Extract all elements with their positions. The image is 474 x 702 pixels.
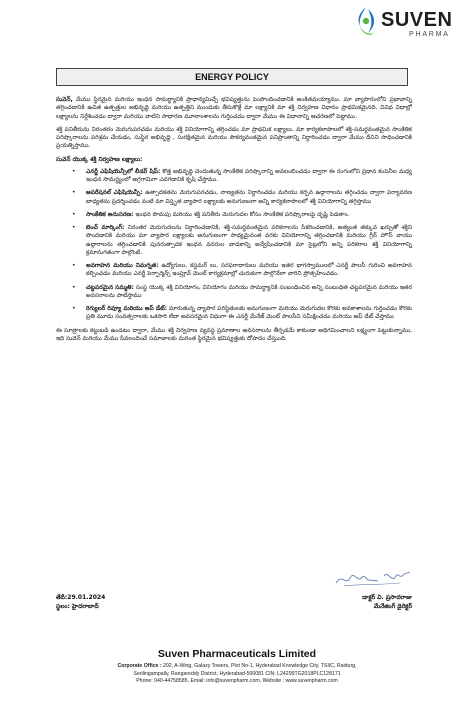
intro-paragraph-1-text: మేము స్థిరమైన మరియు ఇంధన సామర్థ్యానికి ప్రాధాన్యమిచ్చే భవిష్యత్తును పెంపొందించడానికి అంకితమయ్యాము. మా వ్యాపారంలోని ప్రభావాన్ని తగ్గించడానికి ఉచిత ఉత్పత్తుల అభివృద్ధి మరియు ఉత్పత్తిని ముందుకు తీసుకొళ్లే మా లక్ష్యానికి మా శక్తి నిర్వహణ విధానం ప్రాథమికమైనది. వివిధ విధాల్లో లక్ష్యాలను నిర్దేశించడం ద్వారా మరియు వాటిని సాధారణ మూలాంశాలను గుర్తించడం ద్వారా మేము ఈ విధానాన్ని ఆచరణలో పెట్టాము. bbox=[56, 97, 412, 120]
objective-text: ఇంధన పొదుపు మరియు శక్తి పనితీరు మెరుగుదల కోసం సాంకేతిక పరిష్కారాలపై దృష్టి పెడతాం. bbox=[133, 211, 350, 218]
objective-lead: అవగాహన మరియు నిమగ్నత: bbox=[86, 263, 159, 269]
objective-lead: బెంచ్ మార్కింగ్: bbox=[86, 225, 125, 231]
handwritten-signature bbox=[334, 568, 414, 590]
suven-pharma-logo bbox=[354, 6, 464, 44]
signatory-designation: మేనేజింగ్ డైరెక్టర్ bbox=[373, 602, 412, 610]
objective-text: కొత్త అభివృద్ధి చెందుతున్న సాంకేతిక పరిష్కారాన్ని అవలంబించడం ద్వారా ఈ రంగంలోని ప్రధాన కంపెనీల మధ్య ఇంధన సామర్థ్యంలో అగ్రగామిగా ఎదగడానికి కృషి చేస్తాము. bbox=[86, 168, 412, 183]
footer-office-address: 202, A-Wing, Galaxy Towers, Plot No-1, Hyderabad Knowledge City, TSIIC, Raidurg, bbox=[161, 663, 357, 669]
footer-address-line-2: Serilingampally, Rangareddy District, Hyderabad-500081 CIN: L24299TG2018PLC128171 bbox=[133, 670, 341, 677]
signatory-block bbox=[362, 594, 412, 611]
list-item bbox=[56, 224, 412, 257]
objective-text: సంస్థ యొక్క శక్తి వినియోగం, వినియోగం మరియు సామర్థ్యానికి సంబంధించిన అన్ని సంబంధిత చట్టపరమైన మరియు ఇతర అవసరాలను పాటిస్తాము bbox=[86, 284, 413, 299]
letterhead-footer bbox=[0, 648, 474, 686]
date-place-block bbox=[56, 594, 105, 611]
policy-title: ENERGY POLICY bbox=[56, 68, 408, 86]
signatory-name: డాక్టర్ వి. ప్రసాదరాజు bbox=[362, 594, 412, 601]
objective-text: మారుతున్న వ్యాపార పరిస్థితులకు అనుగుణంగా మరియు మెరుగుదల కొరకు అవకాశాలను గుర్తించడం కొరకు ప్రతి మూడు సంవత్సరాలకు ఒకసారి లేదా అవసరమైన విధంగా ఈ ఎనర్జీ మేనేజ్ మెంట్ పాలసీని సమీక్షించడం మరియు అప్ డేట్ చేస్తాము bbox=[86, 306, 412, 321]
objective-lead: రెగ్యులర్ రివ్యూ మరియు అప్ డేట్: bbox=[86, 306, 167, 312]
list-item bbox=[56, 189, 412, 206]
suven-logo-mark-icon bbox=[354, 6, 378, 40]
intro-paragraph-2: శక్తి పనితీరును నిరంతరం మెరుగుపరచడం మరియు శక్తి వినియోగాన్ని తగ్గించడం మా ప్రాథమిక లక్ష్యాలు. మా కార్యకలాపాలలో శక్తి-సమర్థవంతమైన సాంకేతిక పరిష్కారాలను పరిశ్రమ చేయడం, సుస్థిర అభివృద్ధి , సురక్షితమైన మరియు సౌకర్యవంతమైన పనిప్రాంతాన్ని నిర్ధారించడం ద్వారా మేము దీనిని సాధించడానికి ప్రయత్నిస్తాము. bbox=[56, 126, 412, 150]
bullet-icon: • bbox=[72, 305, 76, 312]
objective-text: ఉత్పాదకతను మెరుగుపరచడం, నాణ్యతను నిర్ధారించడం మరియు కర్బన ఉద్గారాలను తగ్గించడం ద్వారా పర్యావరణ బాధ్యతను ప్రదర్శించడం వంటి మా విస్తృత వ్యాపార లక్ష్యాలకు అనుగుణంగా అన్ని కార్యకలాపాలలో శక్తి వినియోగాన్ని తగ్గిస్తాము bbox=[86, 190, 412, 205]
objective-text: ఉద్యోగులు, కస్టమర్ లు, సరఫరాదారులు మరియు ఇతర భాగస్వాములలో ఎనర్జీ పాలసీ గురించి అవగాహన కల్పించడం మరియు ఎనర్జీ పెర్ఫార్మెన్స్ ఇంప్రూవ్ మెంట్ కార్యక్రమాల్లో చురుకుగా పాల్గొనేలా వారిని ప్రోత్సహించడం. bbox=[86, 263, 413, 278]
document-date: తేదీ:29.01.2024 bbox=[56, 594, 106, 601]
intro-paragraph-1 bbox=[56, 96, 412, 121]
policy-body bbox=[56, 96, 412, 348]
closing-paragraph: ఈ సూత్రాలకు కట్టుబడి ఉండటం ద్వారా, మేము శక్తి నిర్వహణ వ్యవస్థ ప్రమాణాల అవసరాలను తీర్చడమే కాకుండా అధిగమించాలని లక్ష్యంగా పెట్టుకున్నాము, ఇది సువెన్ మరియు మేము సేవలందించే సమాజాలకు మరింత స్థిరమైన భవిష్యత్తుకు దోహదం చేస్తుంది. bbox=[56, 327, 412, 342]
list-item bbox=[56, 168, 412, 185]
list-item bbox=[56, 284, 412, 301]
list-item bbox=[56, 305, 412, 322]
bullet-icon: • bbox=[72, 283, 76, 291]
objectives-list bbox=[56, 168, 412, 322]
list-item bbox=[56, 262, 412, 279]
bullet-icon: • bbox=[72, 189, 76, 197]
document-place: స్థలం: హైదరాబాద్ bbox=[56, 602, 99, 610]
intro-company-name: సువెన్, bbox=[56, 97, 73, 103]
objective-lead: సాంకేతిక అనుసరణ: bbox=[86, 211, 134, 218]
logo-brand-text: SUVEN bbox=[381, 9, 453, 31]
bullet-icon: • bbox=[72, 167, 76, 175]
footer-office-label: Corporate Office : bbox=[117, 663, 162, 669]
logo-sub-text: PHARMA bbox=[409, 31, 450, 38]
objective-lead: ఎనర్జీ ఎఫిషియెన్సీలో లీడర్ షిప్: bbox=[86, 168, 161, 175]
objectives-heading: సువెన్ యొక్క శక్తి నిర్వహణ లక్ష్యాలు: bbox=[56, 156, 143, 163]
objective-text: నిరంతర మెరుగుదలను నిర్ధారించడానికి, శక్తి-సమర్థవంతమైన పరికరాలను సేకరించడానికి, అత్యంత తక్కువ ఖర్చుతో శక్తిని పొందడానికి మరియు మా వ్యాపార లక్ష్యాలకు అనుగుణంగా సాధ్యమైనంత వరకు వినియోగాన్ని తగ్గించడానికి మరియు గ్రీన్ హౌస్ వాయు ఉద్గారాలను తగ్గించడానికి పునరుత్పాదక ఇంధన వనరుల వాడకాన్ని అన్వేషించడానికి మా సైట్లలోని అన్ని పరికరాల శక్తి వినియోగాన్ని క్రమానుగతంగా పాల్గొంటి. bbox=[86, 225, 412, 256]
objective-lead: ఆపరేషనల్ ఎఫిషియెన్సీ: bbox=[86, 190, 143, 197]
footer-company-name: Suven Pharmaceuticals Limited bbox=[157, 648, 317, 660]
bullet-icon: • bbox=[72, 224, 76, 231]
bullet-icon: • bbox=[72, 210, 76, 218]
footer-contact-line: Phone: 040-44758585, Email: info@suvenpharm.com, Website : www.suvenpharm.com bbox=[136, 678, 338, 684]
footer-address-line-1 bbox=[0, 663, 474, 671]
list-item bbox=[56, 211, 412, 219]
bullet-icon: • bbox=[72, 262, 76, 269]
objective-lead: చట్టపరమైన సమ్మతి: bbox=[86, 284, 134, 291]
